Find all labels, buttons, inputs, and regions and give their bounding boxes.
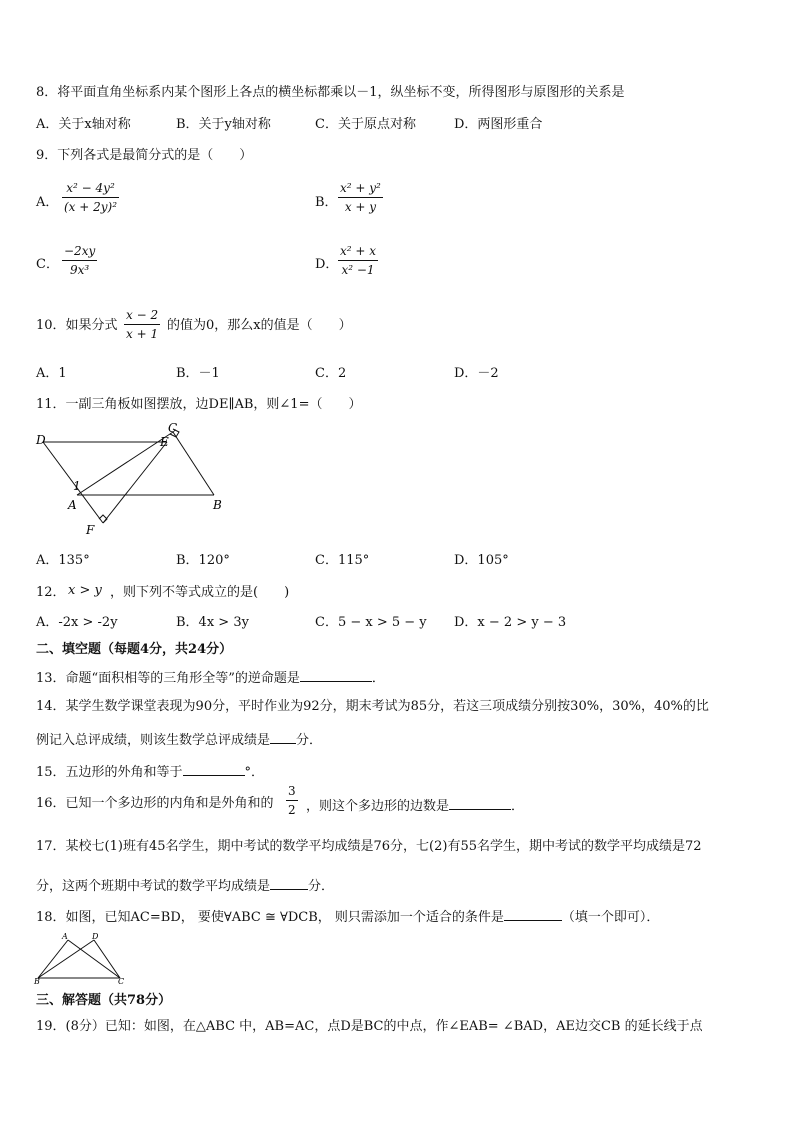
q10-option-c: C．2 [315,366,347,381]
q9-label-d: D． [315,257,339,272]
q9-option-b-fraction [338,182,383,213]
q13-end: ． [371,671,385,686]
segment-ba [38,940,68,978]
question-11-stem: 11．一副三角板如图摆放，边DE∥AB，则∠1=（ ） [36,397,362,412]
q17-line-1: 17．某校七(1)班有45名学生，期中考试的数学平均成绩是76分，七(2)有55名学生，期中考试的数学平均成绩是72 [36,839,702,854]
q9-d-numerator: x² + x [340,244,377,258]
q16-fraction [286,785,298,816]
q9-c-denominator: 9x³ [70,263,90,277]
q12-stem-post: ，则下列不等式成立的是( ) [110,585,290,600]
q9-label-b: B． [315,195,338,210]
q14-end: 分． [296,733,323,748]
q11-option-d: D．105° [454,553,509,568]
q12-option-b: B．4x > 3y [176,615,249,630]
question-9-stem: 9．下列各式是最简分式的是（ ） [36,148,253,163]
q13-text: 13．命题“面积相等的三角形全等”的逆命题是 [36,671,300,686]
q12-option-d: D．x − 2 > y − 3 [454,615,567,630]
q15-stem [36,763,264,779]
q9-option-c-fraction [62,245,97,276]
label-a: A [68,498,77,512]
segment-cb [173,432,214,495]
segment-ef [103,442,167,523]
label-angle-1: 1 [73,479,81,493]
label-c: C [118,977,125,986]
q10-option-d: D．－2 [454,366,499,381]
label-c: C [168,421,178,435]
q17-text: 分，这两个班期中考试的数学平均成绩是 [36,879,271,894]
q9-a-denominator: (x + 2y)² [64,200,118,214]
q8-option-a: A．关于x轴对称 [36,117,131,132]
q9-option-a-fraction [62,182,119,213]
q15-text: 15．五边形的外角和等于 [36,765,183,780]
segment-ac [68,940,120,978]
segment-dc [94,940,120,978]
label-b: B [213,498,222,512]
q10-denominator: x + 1 [126,327,159,341]
q16-denominator: 2 [288,803,296,817]
q8-option-d: D．两图形重合 [454,117,543,132]
congruent-triangles-figure [34,932,134,984]
q9-d-denominator: x² −1 [341,263,375,277]
label-f: F [86,523,95,537]
q10-numerator: x − 2 [126,308,159,322]
q10-option-b: B．－1 [176,366,220,381]
q9-a-numerator: x² − 4y² [66,181,115,195]
q18-text: 18．如图，已知AC=BD， 要使∀ABC ≅ ∀DCB， 则只需添加一个适合的条件是 [36,910,504,925]
label-e: E [160,435,169,449]
q15-answer-blank[interactable] [183,763,245,776]
label-d: D [92,932,99,941]
q8-option-c: C．关于原点对称 [315,117,416,132]
q16-stem-pre: 16．已知一个多边形的内角和是外角和的 [36,796,274,811]
q9-b-denominator: x + y [344,200,377,214]
q18-answer-blank[interactable] [504,908,562,921]
q16-text: ，则这个多边形的边数是 [306,799,450,814]
label-b: B [34,977,40,986]
q17-answer-blank[interactable] [270,877,308,890]
q10-stem-pre: 10．如果分式 [36,318,118,333]
q14-answer-blank[interactable] [270,731,296,744]
q16-numerator: 3 [288,784,296,798]
q17-line-2 [36,877,334,893]
q14-text: 例记入总评成绩，则该生数学总评成绩是 [36,733,271,748]
q16-stem-post [306,797,524,813]
q15-end: °． [244,765,265,780]
segment-ac [77,432,173,495]
q9-c-numerator: −2xy [64,244,96,258]
q9-b-numerator: x² + y² [340,181,381,195]
section-fill-in-heading: 二、填空题（每题4分，共24分） [36,642,233,657]
section-solve-heading: 三、解答题（共78分） [36,993,172,1008]
q10-stem-post: 的值为0，那么x的值是（ ） [167,318,352,333]
q12-condition: x > y [68,583,102,598]
q9-label-c: C． [36,257,59,272]
q8-option-b: B．关于y轴对称 [176,117,271,132]
q10-option-a: A．1 [36,366,67,381]
question-8-stem: 8．将平面直角坐标系内某个图形上各点的横坐标都乘以－1，纵坐标不变，所得图形与原图形的关系是 [36,85,625,100]
q12-option-c: C．5 − x > 5 − y [315,615,427,630]
q14-line-2 [36,731,322,747]
q16-answer-blank[interactable] [449,797,511,810]
q14-line-1: 14．某学生数学课堂表现为90分，平时作业为92分，期末考试为85分，若这三项成绩分别按30%，30%，40%的比 [36,699,709,714]
q9-option-d-fraction [338,245,378,276]
q10-fraction [124,309,160,340]
label-d: D [36,433,46,447]
question-19-stem: 19．(8分）已知：如图，在△ABC 中，AB=AC，点D是BC的中点，作∠EAB= ∠BAD，AE边交CB 的延长线于点 [36,1019,703,1034]
label-a: A [62,932,68,941]
q16-end: ． [511,799,525,814]
q11-option-c: C．115° [315,553,370,568]
q11-option-b: B．120° [176,553,230,568]
q13-stem [36,669,385,685]
triangle-boards-figure [30,422,260,537]
segment-bd [38,940,94,978]
q12-option-a: A．-2x > -2y [36,615,118,630]
q18-stem [36,908,659,924]
q11-option-a: A．135° [36,553,90,568]
q17-end: 分． [308,879,335,894]
q13-answer-blank[interactable] [300,669,372,682]
q12-number: 12． [36,585,66,600]
q18-end: （填一个即可）． [561,910,660,925]
q9-label-a: A． [36,195,59,210]
